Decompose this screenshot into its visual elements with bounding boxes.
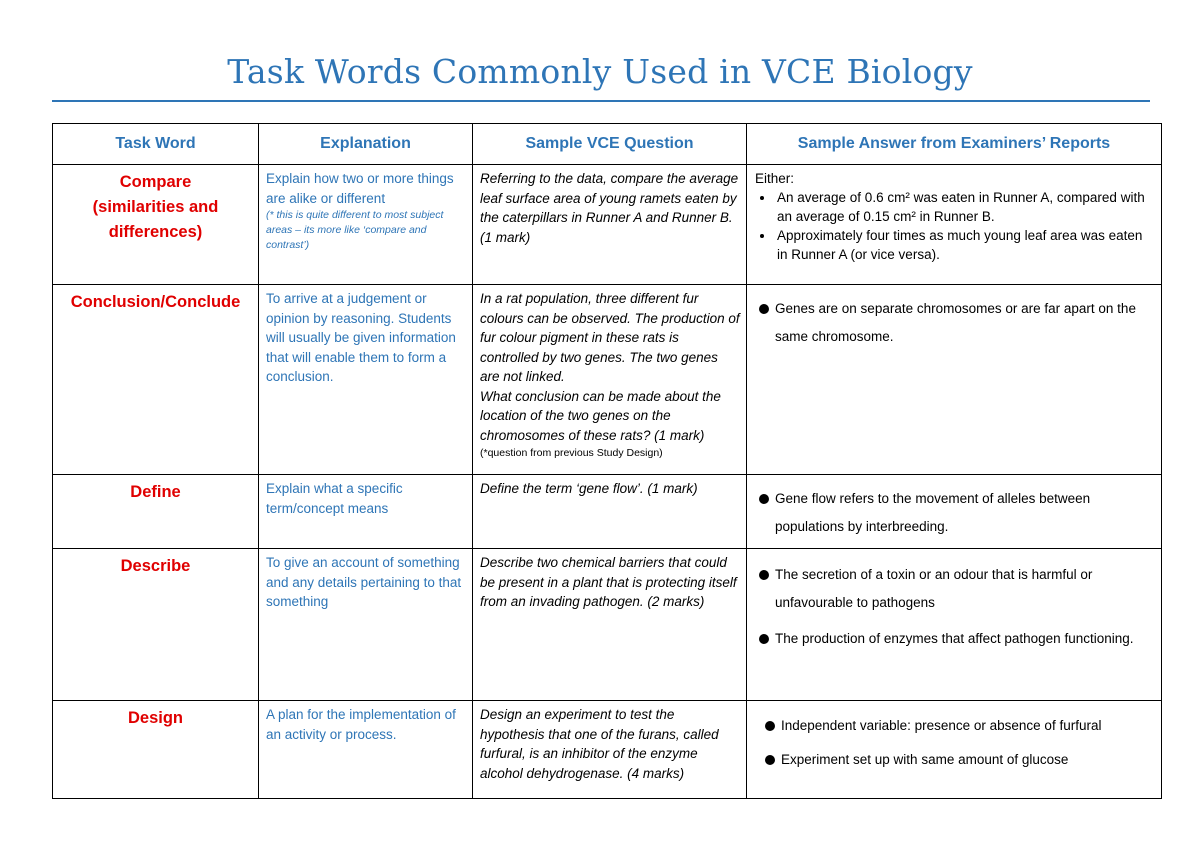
- answer-item: An average of 0.6 cm² was eaten in Runner A, compared with an average of 0.15 cm² in Runner B.: [755, 188, 1153, 226]
- question-cell: [473, 475, 747, 549]
- question-note: (*question from previous Study Design): [480, 447, 663, 459]
- answer-cell: [747, 165, 1162, 285]
- answer-list: [755, 561, 1153, 653]
- answer-item: Genes are on separate chromosomes or are far apart on the same chromosome.: [755, 295, 1153, 351]
- table-row-describe: [53, 549, 1162, 701]
- question-cell: [473, 701, 747, 799]
- explanation-note: (* this is quite different to most subject areas – its more like ‘compare and contrast’): [266, 209, 444, 251]
- explanation-text: A plan for the implementation of an activity or process.: [266, 707, 456, 742]
- explanation-cell: [259, 549, 473, 701]
- explanation-text: To arrive at a judgement or opinion by reasoning. Students will usually be given information that will enable them to form a conclusion.: [266, 291, 456, 384]
- task-word-line: Define: [130, 483, 181, 501]
- answer-item: Independent variable: presence or absence of furfural: [755, 712, 1153, 739]
- answer-item: Gene flow refers to the movement of alleles between populations by interbreeding.: [755, 485, 1153, 541]
- table-row-design: [53, 701, 1162, 799]
- question-text: Describe two chemical barriers that could be present in a plant that is protecting itself from an invading pathogen. (2 marks): [480, 555, 737, 609]
- explanation-cell: [259, 701, 473, 799]
- table-row-define: [53, 475, 1162, 549]
- header-task-word: Task Word: [53, 124, 259, 165]
- answer-item: Approximately four times as much young leaf area was eaten in Runner A (or vice versa).: [755, 226, 1153, 264]
- task-word-line: differences): [108, 223, 203, 241]
- table-row-compare: [53, 165, 1162, 285]
- answer-cell: [747, 701, 1162, 799]
- header-sample-question: Sample VCE Question: [473, 124, 747, 165]
- answer-item: The production of enzymes that affect pathogen functioning.: [755, 625, 1153, 653]
- answer-list: [755, 295, 1153, 351]
- task-word-line: Describe: [120, 557, 191, 575]
- page-title: Task Words Commonly Used in VCE Biology: [227, 52, 973, 91]
- header-row: [53, 124, 1162, 165]
- explanation-text: Explain how two or more things are alike or different: [266, 171, 454, 206]
- answer-list: [755, 485, 1153, 541]
- question-text: In a rat population, three different fur colours can be observed. The production of fur colour pigment in these rats is controlled by two genes. The two genes are not linked.: [480, 291, 740, 384]
- task-word-line: Conclusion/Conclude: [70, 293, 241, 311]
- task-words-table: [52, 123, 1162, 799]
- question-cell: [473, 165, 747, 285]
- explanation-cell: [259, 285, 473, 475]
- task-word-cell: [53, 549, 259, 701]
- header-sample-answer: Sample Answer from Examiners’ Reports: [747, 124, 1162, 165]
- question-cell: [473, 285, 747, 475]
- task-word-cell: [53, 701, 259, 799]
- answer-cell: [747, 285, 1162, 475]
- explanation-text: To give an account of something and any details pertaining to that something: [266, 555, 462, 609]
- task-word-line: Compare: [119, 173, 192, 191]
- answer-cell: [747, 475, 1162, 549]
- title-underline: [52, 100, 1150, 102]
- answer-item: The secretion of a toxin or an odour that is harmful or unfavourable to pathogens: [755, 561, 1153, 617]
- task-word-cell: [53, 475, 259, 549]
- answer-lead: Either:: [755, 171, 795, 186]
- question-text-continued: What conclusion can be made about the location of the two genes on the chromosomes of these rats? (1 mark): [480, 388, 721, 443]
- table-row-conclusion: [53, 285, 1162, 475]
- question-text: Design an experiment to test the hypothesis that one of the furans, called furfural, is an inhibitor of the enzyme alcohol dehydrogenase. (4 marks): [480, 707, 719, 781]
- answer-list: [755, 712, 1153, 773]
- explanation-cell: [259, 475, 473, 549]
- task-word-cell: [53, 165, 259, 285]
- explanation-text: Explain what a specific term/concept means: [266, 481, 403, 516]
- header-explanation: Explanation: [259, 124, 473, 165]
- task-word-line: (similarities and: [92, 198, 219, 216]
- question-text: Referring to the data, compare the average leaf surface area of young ramets eaten by the caterpillars in Runner A and Runner B. (1 mark): [480, 171, 739, 245]
- question-cell: [473, 549, 747, 701]
- answer-item: Experiment set up with same amount of glucose: [755, 746, 1153, 773]
- answer-cell: [747, 549, 1162, 701]
- task-word-cell: [53, 285, 259, 475]
- answer-list: [755, 188, 1153, 264]
- explanation-cell: [259, 165, 473, 285]
- task-word-line: Design: [127, 709, 183, 727]
- question-text: Define the term ‘gene flow’. (1 mark): [480, 481, 698, 496]
